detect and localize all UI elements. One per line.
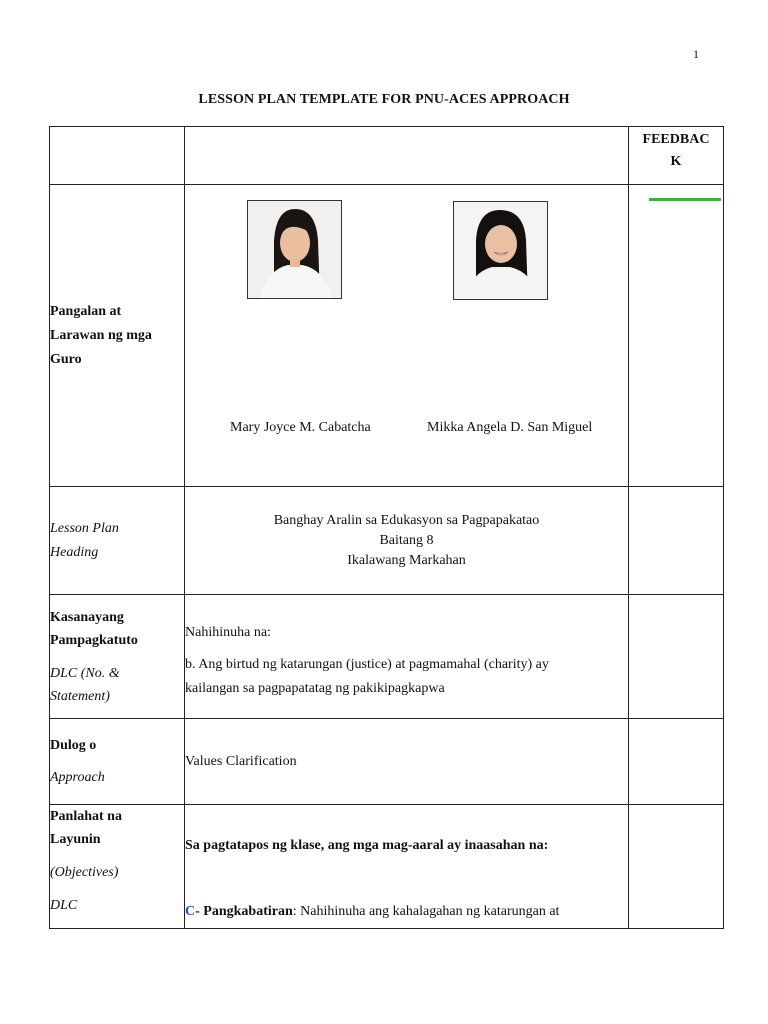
header-label-cell [50, 127, 185, 185]
heading-line1: Banghay Aralin sa Edukasyon sa Pagpapakatao [273, 512, 540, 528]
objectives-row [50, 805, 724, 929]
competency-row [50, 595, 724, 719]
objectives-content-cell [185, 805, 629, 929]
approach-value: Values Clarification [185, 753, 297, 769]
objectives-label-cell [50, 805, 185, 929]
objective-c-term: Pangkabatiran [203, 904, 293, 919]
approach-row [50, 719, 724, 805]
competency-statement-line2: kailangan sa pagpapatatag ng pakikipagkapwa [185, 680, 445, 696]
objectives-label-line4: DLC [50, 898, 78, 913]
teacher2-name: Mikka Angela D. San Miguel [427, 419, 593, 435]
photo-accent-bar [649, 198, 721, 201]
heading-label-line2: Heading [50, 544, 99, 560]
competency-label-cell [50, 595, 185, 719]
teacher1-photo [247, 200, 342, 299]
competency-intro: Nahihinuha na: [185, 624, 271, 640]
approach-label-line1: Dulog o [50, 737, 97, 753]
teachers-label-cell [50, 185, 185, 487]
teacher2-photo [453, 201, 548, 300]
heading-line2: Baitang 8 [379, 532, 434, 548]
feedback-header-line2: K [670, 154, 682, 169]
heading-row [50, 487, 724, 595]
teachers-row [50, 185, 724, 487]
objective-c-text: : Nahihinuha ang kahalagahan ng katarungan at [292, 904, 560, 919]
heading-content-cell [185, 487, 629, 595]
objectives-label-line3: (Objectives) [50, 865, 119, 880]
objectives-intro: Sa pagtatapos ng klase, ang mga mag-aaral ay inaasahan na: [185, 838, 549, 853]
header-content-cell [185, 127, 629, 185]
objective-c-dash: - [195, 904, 204, 919]
teachers-feedback-cell [629, 185, 724, 487]
page-number: 1 [693, 47, 699, 61]
teacher1-name: Mary Joyce M. Cabatcha [230, 419, 371, 435]
heading-feedback-cell [629, 487, 724, 595]
approach-feedback-cell [629, 719, 724, 805]
header-row [50, 127, 724, 185]
feedback-header-line1: FEEDBAC [642, 132, 710, 147]
competency-label-line2: Pampagkatuto [50, 632, 138, 648]
objectives-label-line2: Layunin [50, 832, 101, 847]
competency-content-cell [185, 595, 629, 719]
objectives-label-line1: Panlahat na [50, 809, 122, 824]
competency-label-line3: DLC (No. & [50, 665, 120, 681]
teachers-label-line2: Larawan ng mga [50, 327, 152, 343]
competency-statement-line1: b. Ang birtud ng katarungan (justice) at pagmamahal (charity) ay [185, 656, 549, 672]
teachers-content-cell [185, 185, 629, 487]
teachers-label-line1: Pangalan at [50, 303, 122, 319]
approach-label-cell [50, 719, 185, 805]
objective-c-letter: C [185, 904, 196, 919]
competency-label-line1: Kasanayang [50, 609, 124, 625]
heading-label-cell [50, 487, 185, 595]
competency-label-line4: Statement) [50, 688, 110, 704]
approach-label-line2: Approach [50, 769, 105, 785]
teachers-label-line3: Guro [50, 351, 82, 367]
heading-line3: Ikalawang Markahan [347, 552, 466, 568]
objective-c-line [185, 900, 628, 924]
competency-feedback-cell [629, 595, 724, 719]
approach-content-cell [185, 719, 629, 805]
feedback-header-cell [629, 127, 724, 185]
lesson-plan-table [49, 126, 724, 929]
objectives-feedback-cell [629, 805, 724, 929]
heading-label-line1: Lesson Plan [50, 520, 119, 536]
document-title: LESSON PLAN TEMPLATE FOR PNU-ACES APPROACH [198, 92, 570, 107]
